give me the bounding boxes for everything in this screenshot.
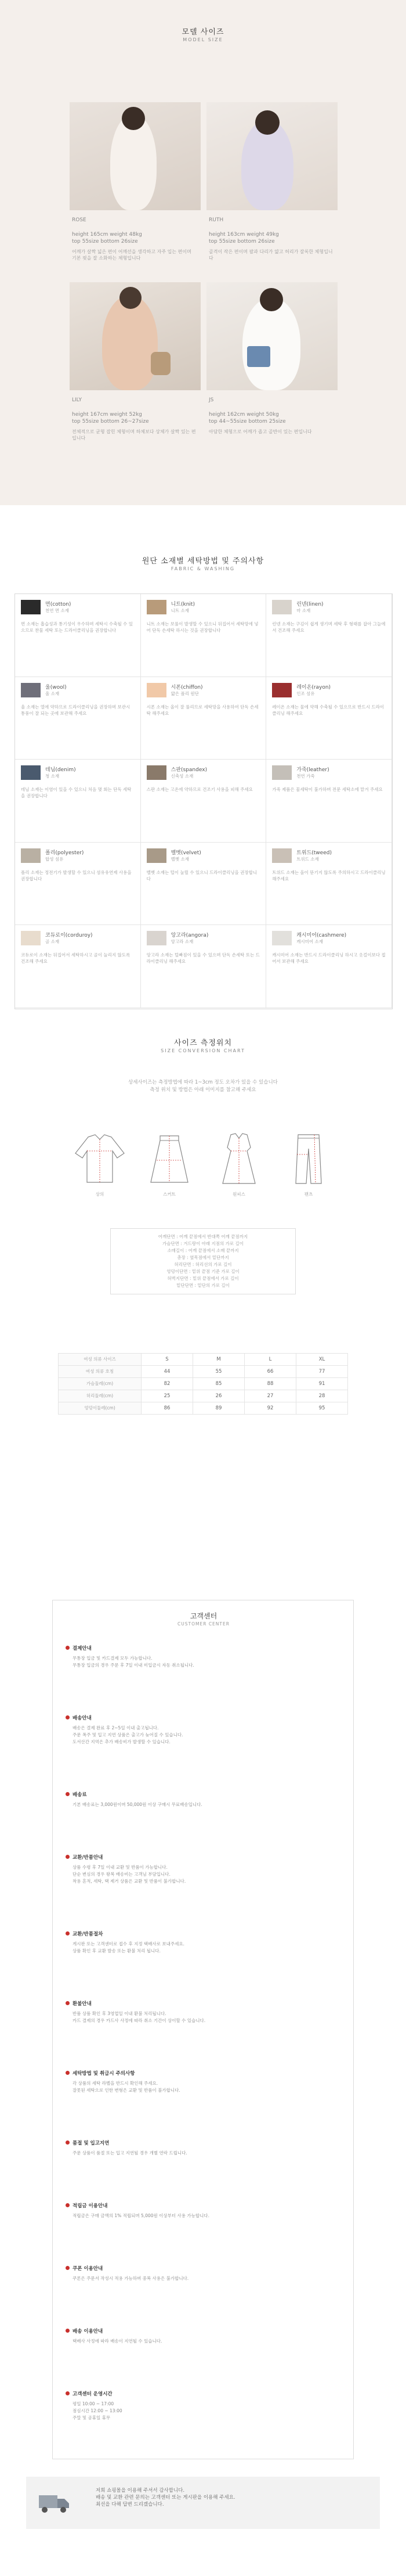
fabric-swatch (21, 931, 41, 945)
diagram-label: 팬츠 (304, 1192, 313, 1197)
fabric-cell (141, 925, 267, 1008)
fabric-swatch (147, 931, 166, 945)
fabric-care-text: 가죽 제품은 물세탁이 불가하며 전문 세탁소에 맡겨 주세요 (272, 787, 383, 793)
model-photo (70, 282, 201, 390)
model-photo (70, 102, 201, 210)
table-row (59, 1390, 348, 1402)
fabric-type: 인조 섬유 (296, 690, 315, 696)
fabric-care-text: 린넨 소재는 구김이 쉽게 생기며 세탁 후 형태를 잡아 그늘에서 건조해 주세요 (272, 621, 386, 633)
model-size-section (0, 0, 406, 505)
notice-item-title: 세탁방법 및 취급시 주의사항 (66, 2070, 344, 2077)
model-measurements: height 165cm weight 48kg top 55size bottom 26size (72, 232, 142, 244)
fabric-cell (15, 594, 141, 677)
table-cell: 77 (296, 1366, 348, 1378)
table-row (59, 1378, 348, 1390)
table-cell: 27 (245, 1390, 296, 1402)
fabric-care-text: 울 소재는 열에 약하므로 드라이클리닝을 권장하며 보관시 통풍이 잘 되는 곳에 보관해 주세요 (21, 704, 130, 716)
fabric-name: 울(wool) (45, 684, 67, 690)
table-cell: 91 (296, 1378, 348, 1390)
row-header: 여성 의류 호칭 (59, 1366, 142, 1378)
fabric-type: 신축성 소재 (171, 773, 194, 779)
fabric-name: 가죽(leather) (296, 767, 329, 773)
notice-item-text: 평일 10:00 ~ 17:00 점심시간 12:00 ~ 13:00 주말 및 공휴일 휴무 (72, 2401, 122, 2420)
pants-illustration-icon (280, 1131, 338, 1187)
table-cell: 25 (142, 1390, 193, 1402)
fabric-name: 면(cotton) (45, 602, 71, 607)
fabric-swatch (21, 600, 41, 614)
notice-item-title: 고객센터 운영시간 (66, 2390, 344, 2397)
shirt-illustration-icon (71, 1131, 129, 1187)
notice-item-text: 각 상품의 세탁 라벨을 반드시 확인해 주세요. 잘못된 세탁으로 인한 변형은 교환 및 반품이 불가합니다. (72, 2081, 180, 2093)
table-cell: 86 (142, 1402, 193, 1415)
fabric-care-text: 앙고라 소재는 털빠짐이 있을 수 있으며 단독 손세탁 또는 드라이클리닝 해주세요 (146, 952, 260, 965)
fabric-cell (141, 677, 267, 760)
table-row (59, 1366, 348, 1378)
notice-item-text: 배송은 결제 완료 후 2~5일 이내 출고됩니다. 주문 폭주 및 입고 지연 상품은 출고가 늦어질 수 있습니다. 도서산간 지역은 추가 배송비가 발생할 수 있습니다. (72, 1725, 183, 1744)
model-photo (206, 282, 338, 390)
notice-item (66, 1714, 344, 1746)
notice-item-title: 교환/반품절차 (66, 1930, 344, 1937)
model-name: RUTH (209, 217, 224, 223)
notice-item-title: 환불안내 (66, 2000, 344, 2007)
fabric-swatch (147, 600, 166, 614)
fabric-type: 천연 가죽 (296, 773, 315, 779)
notice-item-title: 쿠폰 이용안내 (66, 2265, 344, 2272)
notice-item-text: 무통장 입금 및 카드결제 모두 가능합니다. 무통장 입금의 경우 주문 후 7일 이내 미입금시 자동 취소됩니다. (72, 1656, 194, 1668)
notice-item-title: 배송 이용안내 (66, 2327, 344, 2334)
fabric-swatch (147, 765, 166, 780)
fabric-type: 니트 소재 (171, 608, 189, 613)
fabric-cell (141, 760, 267, 843)
model-description: 어깨가 살짝 넓은 편이 어깨선을 생각하고 자주 입는 편이며 기본 핏을 잘 소화하는 체형입니다 (72, 249, 191, 261)
notice-item (66, 2202, 344, 2219)
notice-item (66, 2265, 344, 2282)
row-header: 가슴둘레(cm) (59, 1378, 142, 1390)
fabric-cell (141, 594, 267, 677)
delivery-truck-icon (37, 2485, 71, 2520)
model-section-subtitle: MODEL SIZE (183, 37, 223, 42)
fabric-name: 스판(spandex) (171, 767, 208, 773)
fabric-care-text: 트위드 소재는 올이 뜯기지 않도록 주의하시고 드라이클리닝 해주세요 (272, 869, 386, 882)
model-measurements: height 163cm weight 49kg top 55size bottom 26size (209, 232, 279, 244)
footer-notice (26, 2477, 380, 2529)
fabric-type: 마 소재 (296, 608, 311, 613)
dress-illustration-icon (210, 1131, 268, 1187)
fabric-cell (141, 843, 267, 926)
fabric-cell (266, 677, 392, 760)
fabric-swatch (147, 683, 166, 697)
model-section-title: 모델 사이즈 (182, 28, 224, 37)
customer-center-box (52, 1600, 354, 2459)
size-chart-table (58, 1353, 348, 1415)
fabric-care-text: 레이온 소재는 물에 약해 수축될 수 있으므로 반드시 드라이클리닝 해주세요 (272, 704, 385, 716)
fabric-cell (15, 843, 141, 926)
fabric-type: 울 소재 (45, 690, 60, 696)
notice-item (66, 1645, 344, 1669)
notice-item-text: 반품 상품 확인 후 3영업일 이내 환불 처리됩니다. 카드 결제의 경우 카드사 사정에 따라 취소 기간이 상이할 수 있습니다. (72, 2011, 206, 2023)
model-description: 전체적으로 균형 잡힌 체형이며 하체보다 상체가 살짝 있는 편입니다 (72, 429, 196, 441)
customer-center-subtitle: CUSTOMER CENTER (177, 1621, 230, 1627)
fabric-care-text: 캐시미어 소재는 반드시 드라이클리닝 하시고 옷걸이보다 접어서 보관해 주세요 (272, 952, 386, 965)
notice-item-text: 기본 배송료는 3,000원이며 50,000원 이상 구매시 무료배송입니다. (72, 1802, 202, 1807)
fabric-care-text: 시폰 소재는 올이 잘 풀리므로 세탁망을 사용하여 단독 손세탁 해주세요 (146, 704, 259, 716)
measurement-line: 허리단면 : 허리선의 가로 길이 (174, 1262, 232, 1267)
fabric-care-text: 니트 소재는 보풀이 발생할 수 있으니 뒤집어서 세탁망에 넣어 단독 손세탁 하시는 것을 권장합니다 (146, 621, 259, 633)
fabric-cell (266, 760, 392, 843)
fabric-type: 앙고라 소재 (171, 939, 194, 945)
table-cell: 85 (193, 1378, 245, 1390)
notice-item-text: 주문 상품이 품절 또는 입고 지연될 경우 개별 연락 드립니다. (72, 2150, 187, 2156)
notice-item-text: 상품 수령 후 7일 이내 교환 및 반품이 가능합니다. 단순 변심의 경우 왕복 배송비는 고객님 부담입니다. 착용 흔적, 세탁, 택 제거 상품은 교환 및 반품이 불가합니다. (72, 1865, 186, 1884)
fabric-name: 앙고라(angora) (171, 933, 209, 939)
fabric-swatch (272, 765, 292, 780)
skirt-diagram (140, 1131, 198, 1195)
model-name: ROSE (72, 217, 86, 223)
measurement-line: 허벅지단면 : 밑위 끝점에서 가로 길이 (167, 1276, 239, 1281)
fabric-type: 캐시미어 소재 (296, 939, 324, 945)
fabric-type: 골 소재 (45, 939, 60, 945)
notice-item (66, 1791, 344, 1808)
fabric-type: 얇은 폴리 원단 (171, 690, 199, 696)
fabric-name: 레이온(rayon) (296, 684, 331, 690)
measurement-line: 밑단단면 : 밑단의 가로 길이 (176, 1283, 230, 1288)
size-description: 상세사이즈는 측정방법에 따라 1~3cm 정도 오차가 있을 수 있습니다 측정 위치 및 방법은 아래 이미지를 참고해 주세요 (128, 1080, 278, 1093)
model-measurements: height 162cm weight 50kg top 44~55size bottom 25size (209, 412, 286, 424)
fabric-cell (266, 925, 392, 1008)
row-header: 엉덩이둘레(cm) (59, 1402, 142, 1415)
fabric-care-text: 벨벳 소재는 털이 눌릴 수 있으니 드라이클리닝을 권장합니다 (146, 869, 258, 882)
fabric-section-title: 원단 소재별 세탁방법 및 주의사항 (142, 557, 264, 566)
table-cell: 92 (245, 1402, 296, 1415)
footer-message: 저희 쇼핑몰을 이용해 주셔서 감사합니다. 배송 및 교환 관련 문의는 고객센터 또는 게시판을 이용해 주세요. 최선을 다해 답변 드리겠습니다. (96, 2488, 235, 2507)
measurement-line: 총장 : 옆목점에서 밑단까지 (177, 1255, 229, 1260)
top-diagram (71, 1131, 129, 1195)
fabric-swatch (21, 848, 41, 863)
notice-item (66, 1930, 344, 1955)
fabric-section-subtitle: FABRIC & WASHING (171, 566, 235, 571)
fabric-care-text: 면 소재는 흡습성과 통기성이 우수하며 세탁시 수축될 수 있으므로 찬물 세탁 또는 드라이클리닝을 권장합니다 (21, 621, 133, 633)
dress-diagram (210, 1131, 268, 1195)
notice-item-title: 결제안내 (66, 1645, 344, 1652)
table-cell: 26 (193, 1390, 245, 1402)
model-name: JS (209, 397, 214, 403)
fabric-swatch (272, 848, 292, 863)
table-cell: 55 (193, 1366, 245, 1378)
fabric-swatch (21, 683, 41, 697)
model-name: LILY (72, 397, 82, 403)
notice-item (66, 2327, 344, 2345)
fabric-type: 벨벳 소재 (171, 856, 189, 862)
table-cell: XL (296, 1354, 348, 1366)
fabric-cell (15, 760, 141, 843)
model-description: 아담한 체형으로 어깨가 좁고 골반이 있는 편입니다 (209, 429, 312, 434)
fabric-care-text: 데님 소재는 이염이 있을 수 있으니 처음 몇 회는 단독 세탁을 권장합니다 (21, 787, 132, 799)
notice-item (66, 2390, 344, 2422)
table-cell: 82 (142, 1378, 193, 1390)
table-cell: 89 (193, 1402, 245, 1415)
row-header: 여성 의류 사이즈 (59, 1354, 142, 1366)
fabric-name: 폴리(polyester) (45, 850, 84, 856)
measurement-line: 어깨단면 : 어깨 끝점에서 반대쪽 어깨 끝점까지 (158, 1234, 248, 1239)
fabric-cell (266, 594, 392, 677)
notice-item-text: 쿠폰은 주문서 작성시 적용 가능하며 중복 사용은 불가합니다. (72, 2276, 189, 2281)
pants-diagram (280, 1131, 338, 1195)
fabric-swatch (272, 931, 292, 945)
table-row (59, 1354, 348, 1366)
fabric-name: 데님(denim) (45, 767, 76, 773)
fabric-type: 천연 면 소재 (45, 608, 69, 613)
notice-item-title: 적립금 이용안내 (66, 2202, 344, 2209)
notice-item (66, 2070, 344, 2094)
measurement-line: 소매길이 : 어깨 끝점에서 소매 끝까지 (167, 1248, 239, 1253)
notice-item-text: 적립금은 구매 금액의 1% 적립되며 5,000원 이상부터 사용 가능합니다. (72, 2213, 209, 2218)
fabric-type: 트위드 소재 (296, 856, 319, 862)
table-row (59, 1402, 348, 1415)
fabric-name: 코듀로이(corduroy) (45, 933, 93, 939)
skirt-illustration-icon (140, 1131, 198, 1187)
fabric-swatch (147, 848, 166, 863)
notice-item (66, 2139, 344, 2157)
fabric-name: 린넨(linen) (296, 602, 324, 607)
table-cell: L (245, 1354, 296, 1366)
table-cell: 28 (296, 1390, 348, 1402)
fabric-care-text: 스판 소재는 고온에 약하므로 건조기 사용을 피해 주세요 (146, 787, 253, 793)
notice-item-title: 품절 및 입고지연 (66, 2139, 344, 2146)
model-description: 골격이 작은 편이며 팔과 다리가 얇고 허리가 잘록한 체형입니다 (209, 249, 333, 261)
fabric-name: 시폰(chiffon) (171, 684, 203, 690)
fabric-name: 니트(knit) (171, 602, 195, 607)
fabric-care-text: 코듀로이 소재는 뒤집어서 세탁하시고 골이 눌리지 않도록 건조해 주세요 (21, 952, 130, 965)
fabric-cell (266, 843, 392, 926)
row-header: 허리둘레(cm) (59, 1390, 142, 1402)
fabric-swatch (272, 600, 292, 614)
notice-item (66, 1854, 344, 1885)
notice-item-text: 택배사 사정에 따라 배송이 지연될 수 있습니다. (72, 2338, 162, 2344)
size-section-subtitle: SIZE CONVERSION CHART (161, 1048, 245, 1053)
table-cell: M (193, 1354, 245, 1366)
fabric-type: 합성 섬유 (45, 856, 64, 862)
table-cell: S (142, 1354, 193, 1366)
diagram-label: 원피스 (233, 1192, 245, 1197)
fabric-cell (15, 677, 141, 760)
fabric-name: 트위드(tweed) (296, 850, 332, 856)
model-photo (206, 102, 338, 210)
notice-item-title: 배송안내 (66, 1714, 344, 1721)
fabric-type: 청 소재 (45, 773, 60, 779)
table-cell: 44 (142, 1366, 193, 1378)
table-cell: 66 (245, 1366, 296, 1378)
diagram-label: 상의 (95, 1192, 104, 1197)
fabric-name: 벨벳(velvet) (171, 850, 201, 856)
model-measurements: height 167cm weight 52kg top 55size bottom 26~27size (72, 412, 149, 424)
fabric-care-text: 폴리 소재는 정전기가 발생할 수 있으니 섬유유연제 사용을 권장합니다 (21, 869, 132, 882)
notice-item-title: 배송료 (66, 1791, 344, 1798)
notice-item-text: 게시판 또는 고객센터로 접수 후 지정 택배사로 보내주세요. 상품 확인 후 교환 발송 또는 환불 처리 됩니다. (72, 1941, 184, 1953)
notice-item-title: 교환/반품안내 (66, 1854, 344, 1861)
size-section-title: 사이즈 측정위치 (173, 1039, 233, 1048)
measurement-line: 엉덩이단면 : 밑위 끝점 기준 가로 길이 (166, 1269, 240, 1274)
customer-center-title: 고객센터 (190, 1612, 217, 1620)
fabric-swatch (272, 683, 292, 697)
measurement-guide (110, 1228, 296, 1294)
diagram-label: 스커트 (163, 1192, 176, 1197)
fabric-grid (14, 593, 393, 1009)
measurement-line: 가슴단면 : 겨드랑이 아래 지점의 가로 길이 (162, 1241, 244, 1246)
table-cell: 95 (296, 1402, 348, 1415)
fabric-name: 캐시미어(cashmere) (296, 933, 347, 939)
table-cell: 88 (245, 1378, 296, 1390)
fabric-swatch (21, 765, 41, 780)
fabric-cell (15, 925, 141, 1008)
notice-item (66, 2000, 344, 2024)
